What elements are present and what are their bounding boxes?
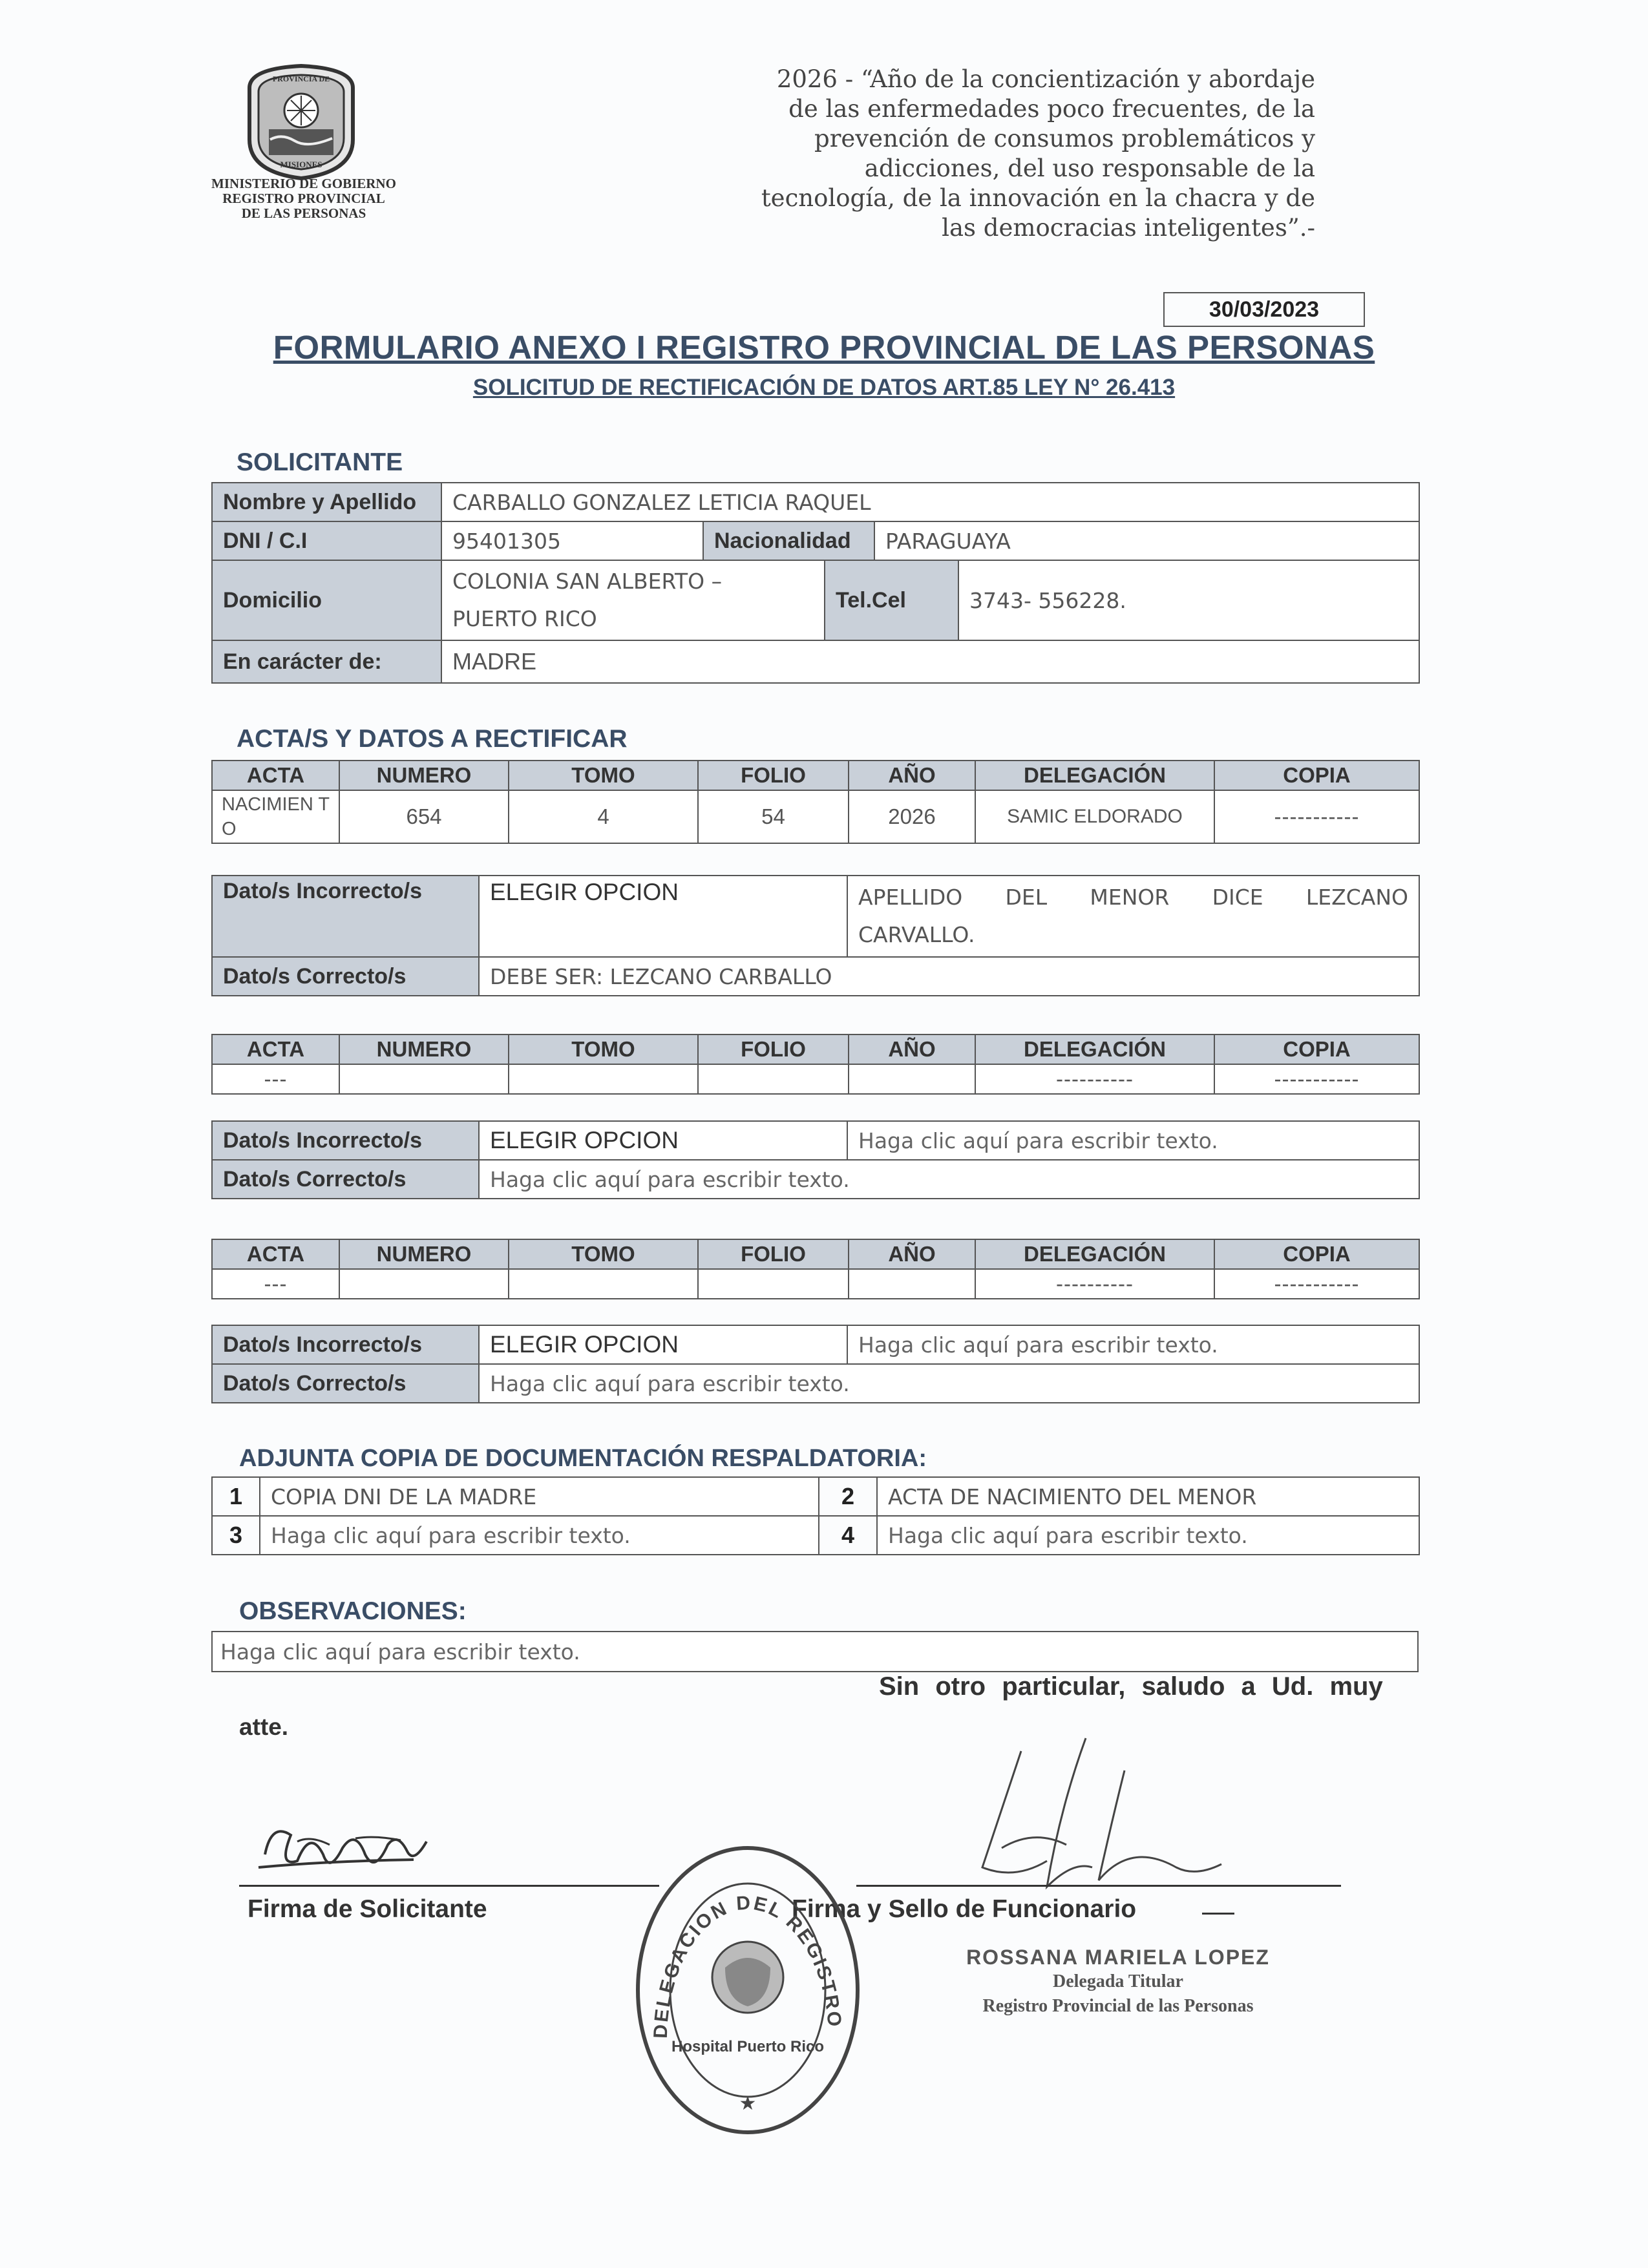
ministry-line: MINISTERIO DE GOBIERNO <box>211 176 396 191</box>
acta-cell[interactable]: NACIMIEN TO <box>212 790 339 843</box>
domicilio-field[interactable] <box>441 560 825 640</box>
ministry-line: REGISTRO PROVINCIAL <box>222 191 385 206</box>
delegacion-cell[interactable]: SAMIC ELDORADO <box>975 790 1214 843</box>
motto-line: las democracias inteligentes”.- <box>942 214 1315 242</box>
col-copia: COPIA <box>1214 1034 1419 1064</box>
adjunta-num: 1 <box>212 1477 260 1516</box>
incorrect-field[interactable]: Haga clic aquí para escribir texto. <box>847 1121 1419 1160</box>
col-anio: AÑO <box>849 1034 975 1064</box>
delegacion-cell[interactable]: ---------- <box>975 1064 1214 1094</box>
office-stamp <box>628 1838 867 2145</box>
closing-atte: atte. <box>239 1714 289 1740</box>
adjunta-table <box>211 1476 1420 1555</box>
caracter-label: En carácter de: <box>212 640 441 683</box>
ministry-name <box>194 176 414 221</box>
col-anio: AÑO <box>849 761 975 790</box>
observaciones-field[interactable]: Haga clic aquí para escribir texto. <box>212 1632 1418 1672</box>
domicilio-line: PUERTO RICO <box>452 606 597 631</box>
form-subtitle: SOLICITUD DE RECTIFICACIÓN DE DATOS ART.85 LEY N° 26.413 <box>472 375 1176 400</box>
adjunta-field[interactable]: Haga clic aquí para escribir texto. <box>260 1516 819 1555</box>
delegacion-cell[interactable]: ---------- <box>975 1269 1214 1299</box>
col-delegacion: DELEGACIÓN <box>975 1239 1214 1269</box>
numero-cell[interactable] <box>339 1064 509 1094</box>
official-office: Registro Provincial de las Personas <box>982 1996 1254 2016</box>
observaciones-table <box>211 1631 1419 1672</box>
tomo-cell[interactable] <box>509 1064 698 1094</box>
correct-field[interactable]: Haga clic aquí para escribir texto. <box>479 1364 1419 1403</box>
adjunta-field[interactable]: COPIA DNI DE LA MADRE <box>260 1477 819 1516</box>
motto-line: tecnología, de la innovación en la chacra y de <box>761 184 1315 212</box>
applicant-signature <box>252 1816 439 1890</box>
incorrect-field[interactable]: APELLIDO DEL MENOR DICE LEZCANO CARVALLO. <box>847 876 1419 957</box>
option-select[interactable]: ELEGIR OPCION <box>479 1325 847 1364</box>
actas-heading: ACTA/S Y DATOS A RECTIFICAR <box>237 725 628 753</box>
correct-field[interactable]: Haga clic aquí para escribir texto. <box>479 1160 1419 1199</box>
official-role: Delegada Titular <box>1053 1971 1183 1991</box>
adjunta-field[interactable]: Haga clic aquí para escribir texto. <box>877 1516 1419 1555</box>
col-tomo: TOMO <box>509 1034 698 1064</box>
year-motto <box>672 65 1315 243</box>
col-copia: COPIA <box>1214 761 1419 790</box>
solicitante-heading: SOLICITANTE <box>237 448 403 476</box>
official-signature-label: Firma y Sello de Funcionario <box>792 1895 1137 1923</box>
official-dash <box>1202 1913 1234 1915</box>
form-title: FORMULARIO ANEXO I REGISTRO PROVINCIAL DE LAS PERSONAS <box>273 329 1375 366</box>
col-acta: ACTA <box>212 1239 339 1269</box>
copia-cell[interactable]: ----------- <box>1214 790 1419 843</box>
adjunta-num: 2 <box>819 1477 877 1516</box>
col-numero: NUMERO <box>339 761 509 790</box>
ministry-line: DE LAS PERSONAS <box>241 205 366 221</box>
acta-table-2 <box>211 1034 1420 1095</box>
stamp-inner-text: Hospital Puerto Rico <box>671 2038 825 2055</box>
anio-cell[interactable]: 2026 <box>849 790 975 843</box>
col-anio: AÑO <box>849 1239 975 1269</box>
acta-cell[interactable]: --- <box>212 1269 339 1299</box>
col-numero: NUMERO <box>339 1239 509 1269</box>
telcel-label: Tel.Cel <box>825 560 958 640</box>
col-folio: FOLIO <box>698 761 849 790</box>
official-name: ROSSANA MARIELA LOPEZ <box>966 1946 1270 1969</box>
motto-line: adicciones, del uso responsable de la <box>864 154 1315 182</box>
acta-table-1 <box>211 760 1420 844</box>
col-delegacion: DELEGACIÓN <box>975 1034 1214 1064</box>
acta-table-3 <box>211 1239 1420 1299</box>
date-field[interactable]: 30/03/2023 <box>1163 292 1365 327</box>
folio-cell[interactable]: 54 <box>698 790 849 843</box>
name-label: Nombre y Apellido <box>212 483 441 521</box>
incorrect-label: Dato/s Incorrecto/s <box>212 1325 479 1364</box>
official-seal-text <box>931 1945 1305 2019</box>
name-field[interactable]: CARBALLO GONZALEZ LETICIA RAQUEL <box>441 483 1419 521</box>
motto-line: prevención de consumos problemáticos y <box>814 125 1315 152</box>
correct-label: Dato/s Correcto/s <box>212 1160 479 1199</box>
adjunta-num: 4 <box>819 1516 877 1555</box>
numero-cell[interactable]: 654 <box>339 790 509 843</box>
domicilio-label: Domicilio <box>212 560 441 640</box>
incorrect-label: Dato/s Incorrecto/s <box>212 1121 479 1160</box>
stamp-outer-text: DELEGACION DEL REGISTRO <box>650 1892 845 2039</box>
observaciones-heading: OBSERVACIONES: <box>239 1597 467 1625</box>
applicant-signature-label: Firma de Solicitante <box>248 1895 487 1923</box>
adjunta-field[interactable]: ACTA DE NACIMIENTO DEL MENOR <box>877 1477 1419 1516</box>
datos-table-1 <box>211 875 1420 996</box>
col-copia: COPIA <box>1214 1239 1419 1269</box>
correct-field[interactable]: DEBE SER: LEZCANO CARBALLO <box>479 957 1419 996</box>
nacionalidad-field[interactable]: PARAGUAYA <box>874 521 1419 560</box>
copia-cell[interactable]: ----------- <box>1214 1269 1419 1299</box>
nacionalidad-label: Nacionalidad <box>703 521 874 560</box>
caracter-field[interactable]: MADRE <box>441 640 1419 683</box>
official-signature <box>963 1732 1234 1903</box>
adjunta-num: 3 <box>212 1516 260 1555</box>
col-acta: ACTA <box>212 761 339 790</box>
motto-line: de las enfermedades poco frecuentes, de la <box>788 95 1315 123</box>
solicitante-table <box>211 482 1420 684</box>
tomo-cell[interactable] <box>509 1269 698 1299</box>
domicilio-line: COLONIA SAN ALBERTO – <box>452 569 723 594</box>
acta-cell[interactable]: --- <box>212 1064 339 1094</box>
tomo-cell[interactable]: 4 <box>509 790 698 843</box>
col-folio: FOLIO <box>698 1239 849 1269</box>
col-tomo: TOMO <box>509 1239 698 1269</box>
motto-line: 2026 - “Año de la concientización y abordaje <box>776 65 1315 93</box>
option-select[interactable]: ELEGIR OPCION <box>479 876 847 957</box>
incorrect-field[interactable]: Haga clic aquí para escribir texto. <box>847 1325 1419 1364</box>
folio-cell[interactable] <box>698 1064 849 1094</box>
anio-cell[interactable] <box>849 1064 975 1094</box>
logo-top-text: PROVINCIA DE <box>272 74 330 83</box>
correct-label: Dato/s Correcto/s <box>212 957 479 996</box>
col-delegacion: DELEGACIÓN <box>975 761 1214 790</box>
dni-label: DNI / C.I <box>212 521 441 560</box>
col-tomo: TOMO <box>509 761 698 790</box>
datos-table-2 <box>211 1120 1420 1199</box>
numero-cell[interactable] <box>339 1269 509 1299</box>
logo-bottom-text: MISIONES <box>280 160 322 169</box>
col-numero: NUMERO <box>339 1034 509 1064</box>
col-acta: ACTA <box>212 1034 339 1064</box>
option-select[interactable]: ELEGIR OPCION <box>479 1121 847 1160</box>
correct-label: Dato/s Correcto/s <box>212 1364 479 1403</box>
col-folio: FOLIO <box>698 1034 849 1064</box>
telcel-field[interactable]: 3743- 556228. <box>958 560 1419 640</box>
official-signature-line <box>856 1885 1341 1887</box>
incorrect-label: Dato/s Incorrecto/s <box>212 876 479 957</box>
adjunta-heading: ADJUNTA COPIA DE DOCUMENTACIÓN RESPALDATORIA: <box>239 1445 927 1472</box>
copia-cell[interactable]: ----------- <box>1214 1064 1419 1094</box>
datos-table-3 <box>211 1325 1420 1403</box>
province-logo <box>237 62 366 182</box>
stamp-star-icon: ★ <box>739 2093 757 2114</box>
closing-line: Sin otro particular, saludo a Ud. muy <box>879 1672 1383 1701</box>
anio-cell[interactable] <box>849 1269 975 1299</box>
folio-cell[interactable] <box>698 1269 849 1299</box>
applicant-signature-line <box>239 1885 659 1887</box>
dni-field[interactable]: 95401305 <box>441 521 703 560</box>
